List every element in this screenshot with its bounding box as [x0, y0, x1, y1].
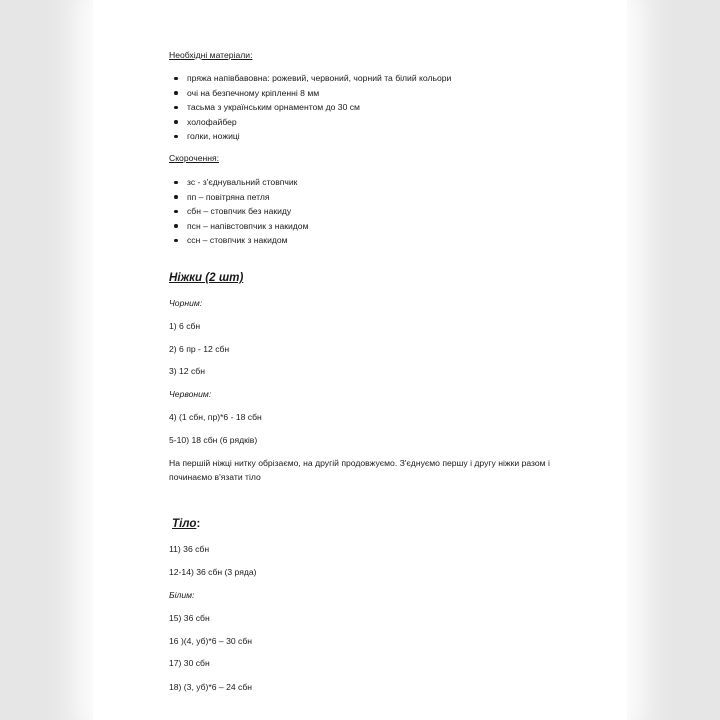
body-row-15: 15) 36 сбн	[169, 613, 210, 623]
list-item: сбн – стовпчик без накиду	[187, 204, 308, 219]
body-row-16: 16 )(4, уб)*6 – 30 сбн	[169, 636, 252, 646]
list-item: псн – напівстовпчик з накидом	[187, 219, 308, 234]
list-item: пп – повітряна петля	[187, 190, 308, 205]
body-title-colon: :	[196, 517, 201, 530]
list-item: холофайбер	[187, 115, 451, 130]
bullet-icon	[174, 210, 178, 214]
body-title: Тіло	[172, 517, 197, 530]
list-item: очі на безпечному кріпленні 8 мм	[187, 86, 451, 101]
bullet-icon	[174, 135, 178, 139]
bullet-icon	[174, 91, 178, 95]
document-page	[93, 0, 627, 720]
bullet-icon	[174, 224, 178, 228]
body-row-18: 18) (3, уб)*6 – 24 сбн	[169, 682, 252, 692]
legs-row-2: 2) 6 пр - 12 сбн	[169, 344, 230, 354]
legs-row-4: 4) (1 сбн, пр)*6 - 18 сбн	[169, 412, 262, 422]
body-row-17: 17) 30 сбн	[169, 658, 210, 668]
list-item: зс - з'єднувальний стовпчик	[187, 175, 308, 190]
bullet-icon	[174, 120, 178, 124]
bullet-icon	[174, 239, 178, 243]
bullet-icon	[174, 195, 178, 199]
list-item: тасьма з українським орнаментом до 30 см	[187, 100, 451, 115]
body-row-12-14: 12-14) 36 сбн (3 ряда)	[169, 567, 257, 577]
list-item: пряжа напівбавовна: рожевий, червоний, чорний та білий кольори	[187, 71, 451, 86]
body-title-wrap	[172, 517, 200, 530]
legs-title: Ніжки (2 шт)	[169, 271, 244, 284]
bullet-icon	[174, 181, 178, 185]
materials-heading: Необхідні матеріали:	[169, 50, 253, 60]
legs-row-5-10: 5-10) 18 сбн (6 рядків)	[169, 435, 258, 445]
abbreviations-list	[187, 175, 308, 248]
legs-row-1: 1) 6 сбн	[169, 321, 201, 331]
legs-color-red: Червоним:	[169, 389, 212, 399]
abbreviations-heading: Скорочення:	[169, 153, 220, 163]
list-item: голки, ножиці	[187, 129, 451, 144]
legs-color-black: Чорним:	[169, 298, 203, 308]
legs-row-3: 3) 12 сбн	[169, 366, 205, 376]
legs-note-line-2: починаємо в'язати тіло	[169, 472, 261, 482]
bullet-icon	[174, 77, 178, 81]
body-color-white: Білим:	[169, 590, 195, 600]
legs-note-line-1: На першій ніжці нитку обрізаємо, на другій продовжуємо. З'єднуємо першу і другу ніжки разом і	[169, 458, 550, 468]
list-item: ссн – стовпчик з накидом	[187, 233, 308, 248]
bullet-icon	[174, 106, 178, 110]
materials-list	[187, 71, 451, 144]
body-row-11: 11) 36 сбн	[169, 544, 210, 554]
